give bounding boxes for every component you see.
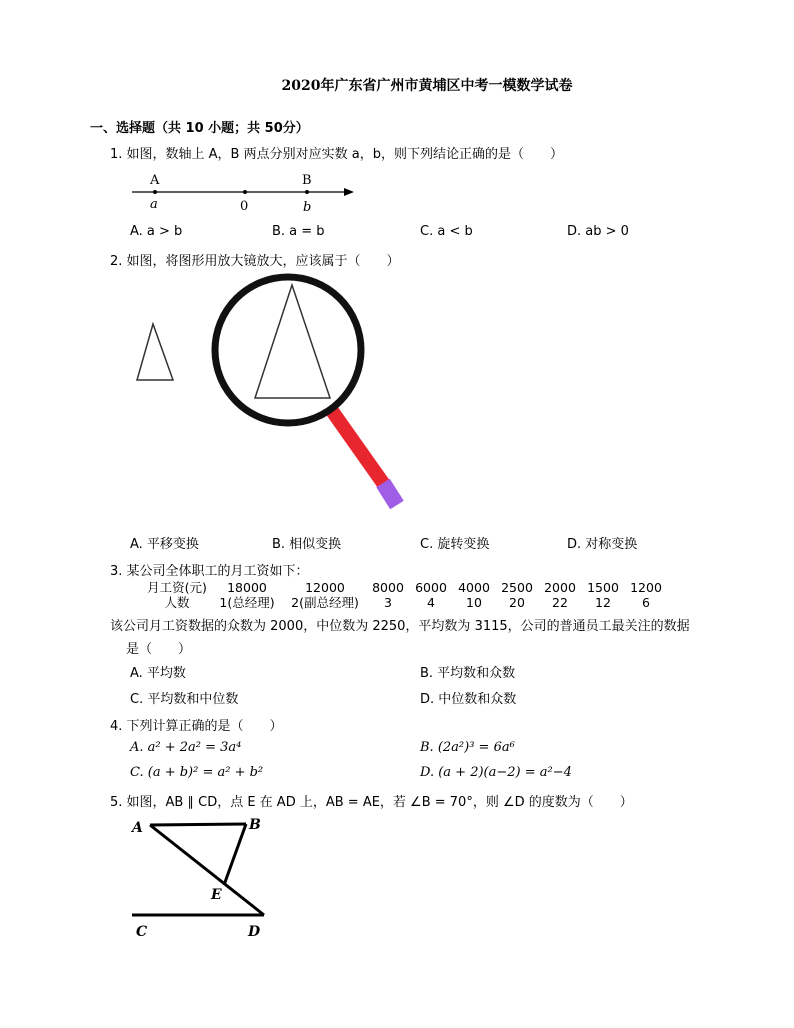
segment-AD xyxy=(150,825,264,915)
salary-cell: 1500 xyxy=(587,580,619,595)
q1-option-c[interactable]: C. a < b xyxy=(420,224,473,239)
salary-cell: 4000 xyxy=(458,580,490,595)
vertex-C: C xyxy=(136,924,148,940)
count-cell: 6 xyxy=(642,595,650,610)
parallel-lines-figure xyxy=(128,812,278,944)
point-b xyxy=(305,190,309,194)
q4-option-b[interactable]: B. (2a²)³ = 6a⁶ xyxy=(420,740,515,755)
q3-option-d[interactable]: D. 中位数和众数 xyxy=(420,692,517,707)
q3-option-a[interactable]: A. 平均数 xyxy=(130,666,186,681)
salary-cell: 2000 xyxy=(544,580,576,595)
salary-cell: 12000 xyxy=(305,580,345,595)
point-a xyxy=(153,190,157,194)
q2-option-d[interactable]: D. 对称变换 xyxy=(567,537,638,552)
count-cell: 20 xyxy=(509,595,525,610)
salary-header: 月工资(元) xyxy=(147,580,207,595)
count-cell: 3 xyxy=(384,595,392,610)
page-title: 2020年广东省广州市黄埔区中考一模数学试卷 xyxy=(281,78,573,94)
q4-option-a[interactable]: A. a² + 2a² = 3a⁴ xyxy=(130,740,242,755)
q2-option-b[interactable]: B. 相似变换 xyxy=(272,537,342,552)
q3-stem: 3. 某公司全体职工的月工资如下： xyxy=(110,564,309,579)
number-line-arrow xyxy=(344,188,354,196)
count-cell: 22 xyxy=(552,595,568,610)
vertex-D: D xyxy=(248,924,261,940)
q4-option-c[interactable]: C. (a + b)² = a² + b² xyxy=(130,765,264,780)
salary-cell: 2500 xyxy=(501,580,533,595)
q2-option-a[interactable]: A. 平移变换 xyxy=(130,537,199,552)
segment-BE xyxy=(224,824,246,885)
q1-option-d[interactable]: D. ab > 0 xyxy=(567,224,629,239)
count-header: 人数 xyxy=(164,595,190,610)
vertex-B: B xyxy=(249,817,261,833)
salary-table xyxy=(143,580,667,610)
count-cell: 1(总经理) xyxy=(219,595,275,610)
q1-option-a[interactable]: A. a > b xyxy=(130,224,183,239)
q3-stem-line1: 该公司月工资数据的众数为 2000，中位数为 2250，平均数为 3115，公司的普通员工最关注的数据 xyxy=(110,619,690,634)
q4-stem: 4. 下列计算正确的是（ ） xyxy=(110,719,283,734)
q4-option-d[interactable]: D. (a + 2)(a−2) = a²−4 xyxy=(420,765,572,780)
label-b: b xyxy=(303,200,312,215)
salary-cell: 18000 xyxy=(227,580,267,595)
magnifier-figure xyxy=(125,268,415,523)
q2-stem: 2. 如图，将图形用放大镜放大，应该属于（ ） xyxy=(110,254,400,269)
count-cell: 4 xyxy=(427,595,435,610)
vertex-E: E xyxy=(211,887,222,903)
label-A: A xyxy=(150,173,160,188)
q1-option-b[interactable]: B. a = b xyxy=(272,224,325,239)
count-cell: 2(副总经理) xyxy=(291,595,359,610)
q1-stem: 1. 如图，数轴上 A，B 两点分别对应实数 a，b，则下列结论正确的是（ ） xyxy=(110,147,563,162)
count-cell: 12 xyxy=(595,595,611,610)
count-row xyxy=(143,595,667,610)
small-triangle xyxy=(137,324,173,380)
q5-stem: 5. 如图，AB ∥ CD，点 E 在 AD 上，AB = AE，若 ∠B = 70°，则 ∠D 的度数为（ ） xyxy=(110,795,633,810)
salary-row xyxy=(143,580,667,595)
label-a: a xyxy=(150,197,158,212)
number-line-figure xyxy=(128,168,363,216)
q3-option-b[interactable]: B. 平均数和众数 xyxy=(420,666,516,681)
section-heading: 一、选择题（共 10 小题；共 50分） xyxy=(90,121,309,136)
salary-cell: 6000 xyxy=(415,580,447,595)
vertex-A: A xyxy=(132,820,143,836)
salary-cell: 8000 xyxy=(372,580,404,595)
point-zero xyxy=(243,190,247,194)
salary-cell: 1200 xyxy=(630,580,662,595)
q3-stem-line2: 是（ ） xyxy=(126,642,192,657)
q3-option-c[interactable]: C. 平均数和中位数 xyxy=(130,692,239,707)
label-zero: 0 xyxy=(240,199,249,214)
magnifier-handle-tip xyxy=(383,483,397,505)
segment-AB xyxy=(150,824,246,825)
count-cell: 10 xyxy=(466,595,482,610)
q2-option-c[interactable]: C. 旋转变换 xyxy=(420,537,490,552)
label-B: B xyxy=(302,173,312,188)
